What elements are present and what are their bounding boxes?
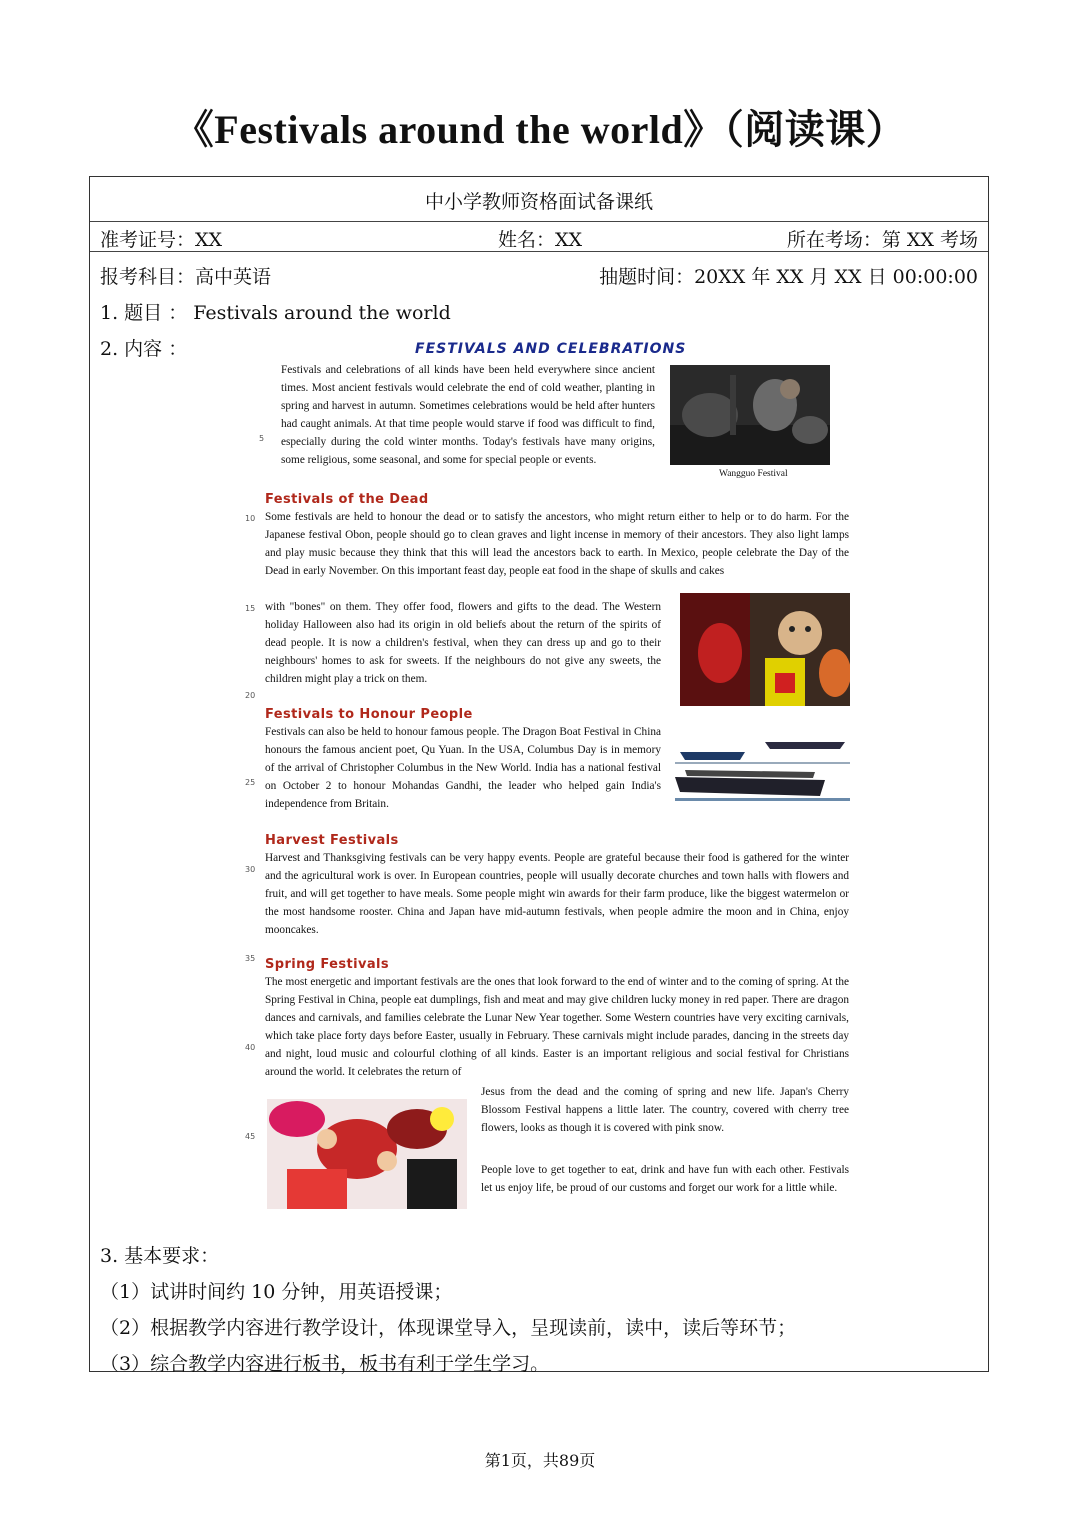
section-heading: Harvest Festivals <box>265 833 399 848</box>
line-number: 35 <box>245 954 256 963</box>
halloween-photo <box>680 593 850 706</box>
divider <box>90 221 988 222</box>
subject-field: 报考科目：高中英语 <box>100 266 272 288</box>
requirements-label: 3. 基本要求： <box>100 1245 220 1267</box>
intro-paragraph: Festivals and celebrations of all kinds have been held everywhere since ancient times. Most ancient festivals would celebrate the end of cold weather, planting in spring and harvest in autumn. Sometimes celebrations would be held after hunters had caught animals. At that time people would starve if food was difficult to find, especially during the cold winter months. Today's festivals have many origins, some religious, some seasonal, and some for special people or events. <box>281 364 655 466</box>
section-heading: Festivals to Honour People <box>265 707 473 722</box>
line-number: 25 <box>245 778 256 787</box>
section-paragraph: Harvest and Thanksgiving festivals can be very happy events. People are grateful because their food is gathered for the winter and the agricultural work is over. In European countries, people will usually decorate churches and town halls with flowers and fruit, and will get together to have meals. Some people might win awards for their farm produce, like the biggest watermelon or the most handsome rooster. China and Japan have mid-autumn festivals, when people admire the moon and in China, enjoy mooncakes. <box>265 852 849 936</box>
requirement-item: （3）综合教学内容进行板书，板书有利于学生学习。 <box>100 1353 550 1375</box>
line-number: 20 <box>245 691 256 700</box>
section-heading: Spring Festivals <box>265 957 390 972</box>
requirement-item: （2）根据教学内容进行教学设计，体现课堂导入，呈现读前，读中，读后等环节； <box>100 1317 797 1339</box>
section-paragraph: The most energetic and important festivals are the ones that look forward to the end of winter and to the coming of spring. At the Spring Festival in China, people eat dumplings, fish and meat and may give children lucky money in red paper. There are dragon dances and carnivals, and families celebrate the Lunar New Year together. Some Western countries have very exciting carnivals, which take place forty days before Easter, usually in February. These carnivals might include parades, dancing in the streets day and night, loud music and colourful clothing of all kinds. Easter is an important religious and social festival for Christians around the world. It celebrates the return of <box>265 976 849 1078</box>
article-title: FESTIVALS AND CELEBRATIONS <box>415 341 687 357</box>
section-paragraph: Jesus from the dead and the coming of spring and new life. Japan's Cherry Blossom Festival happens a little later. The country, covered with cherry tree flowers, looks as though it is covered with pink snow. <box>481 1086 849 1134</box>
line-number: 40 <box>245 1043 256 1052</box>
line-number: 5 <box>259 434 265 443</box>
exam-id-field: 准考证号：XX <box>100 229 223 251</box>
document-title: 《Festivals around the world》（阅读课） <box>173 107 907 152</box>
photo-caption: Wangguo Festival <box>719 469 788 479</box>
line-number: 10 <box>245 514 256 523</box>
name-field: 姓名：XX <box>498 229 583 251</box>
section-paragraph: Some festivals are held to honour the dead or to satisfy the ancestors, who might return either to help or to do harm. For the Japanese festival Obon, people should go to clean graves and light incense in memory of their ancestors. They also light lamps and play music because they think that this will lead the ancestors back to earth. In Mexico, people celebrate the Day of the Dead in early November. On this important feast day, people eat food in the shape of skulls and cakes <box>265 511 849 577</box>
textbook-article <box>245 337 855 1242</box>
section-paragraph: with "bones" on them. They offer food, flowers and gifts to the dead. The Western holiday Halloween also had its origin in old beliefs about the return of the spirits of dead people. It is now a children's festival, when they can dress up and go to their neighbours' homes to ask for sweets. If the neighbours do not give any sweets, the children might play a trick on them. <box>265 601 661 685</box>
spring-festival-photo <box>267 1099 467 1209</box>
section-heading: Festivals of the Dead <box>265 492 429 507</box>
content-label: 2. 内容 ： <box>100 338 188 360</box>
section-paragraph: Festivals can also be held to honour famous people. The Dragon Boat Festival in China honours the famous ancient poet, Qu Yuan. In the USA, Columbus Day is in memory of the arrival of Christopher Columbus in the New World. India has a national festival on October 2 to honour Mohandas Gandhi, the leader who helped gain India's independence from Britain. <box>265 726 661 810</box>
draw-time-field: 抽题时间：20XX 年 XX 月 XX 日 00:00:00 <box>599 266 978 288</box>
line-number: 30 <box>245 865 256 874</box>
venue-field: 所在考场：第 XX 考场 <box>786 229 978 251</box>
line-number: 45 <box>245 1132 256 1141</box>
form-header: 中小学教师资格面试备课纸 <box>424 191 653 213</box>
line-number: 15 <box>245 604 256 613</box>
dragon-boat-photo <box>675 732 850 817</box>
lesson-plan-form <box>89 176 989 1375</box>
divider <box>90 251 988 252</box>
closing-paragraph: People love to get together to eat, drink and have fun with each other. Festivals let us enjoy life, be proud of our customs and forget our work for a little while. <box>481 1164 849 1194</box>
requirement-item: （1）试讲时间约 10 分钟，用英语授课； <box>100 1281 453 1303</box>
wangguo-festival-photo <box>670 365 830 465</box>
page-footer: 第1页，共89页 <box>484 1451 596 1470</box>
topic-field: 1. 题目 ： Festivals around the world <box>100 302 451 324</box>
